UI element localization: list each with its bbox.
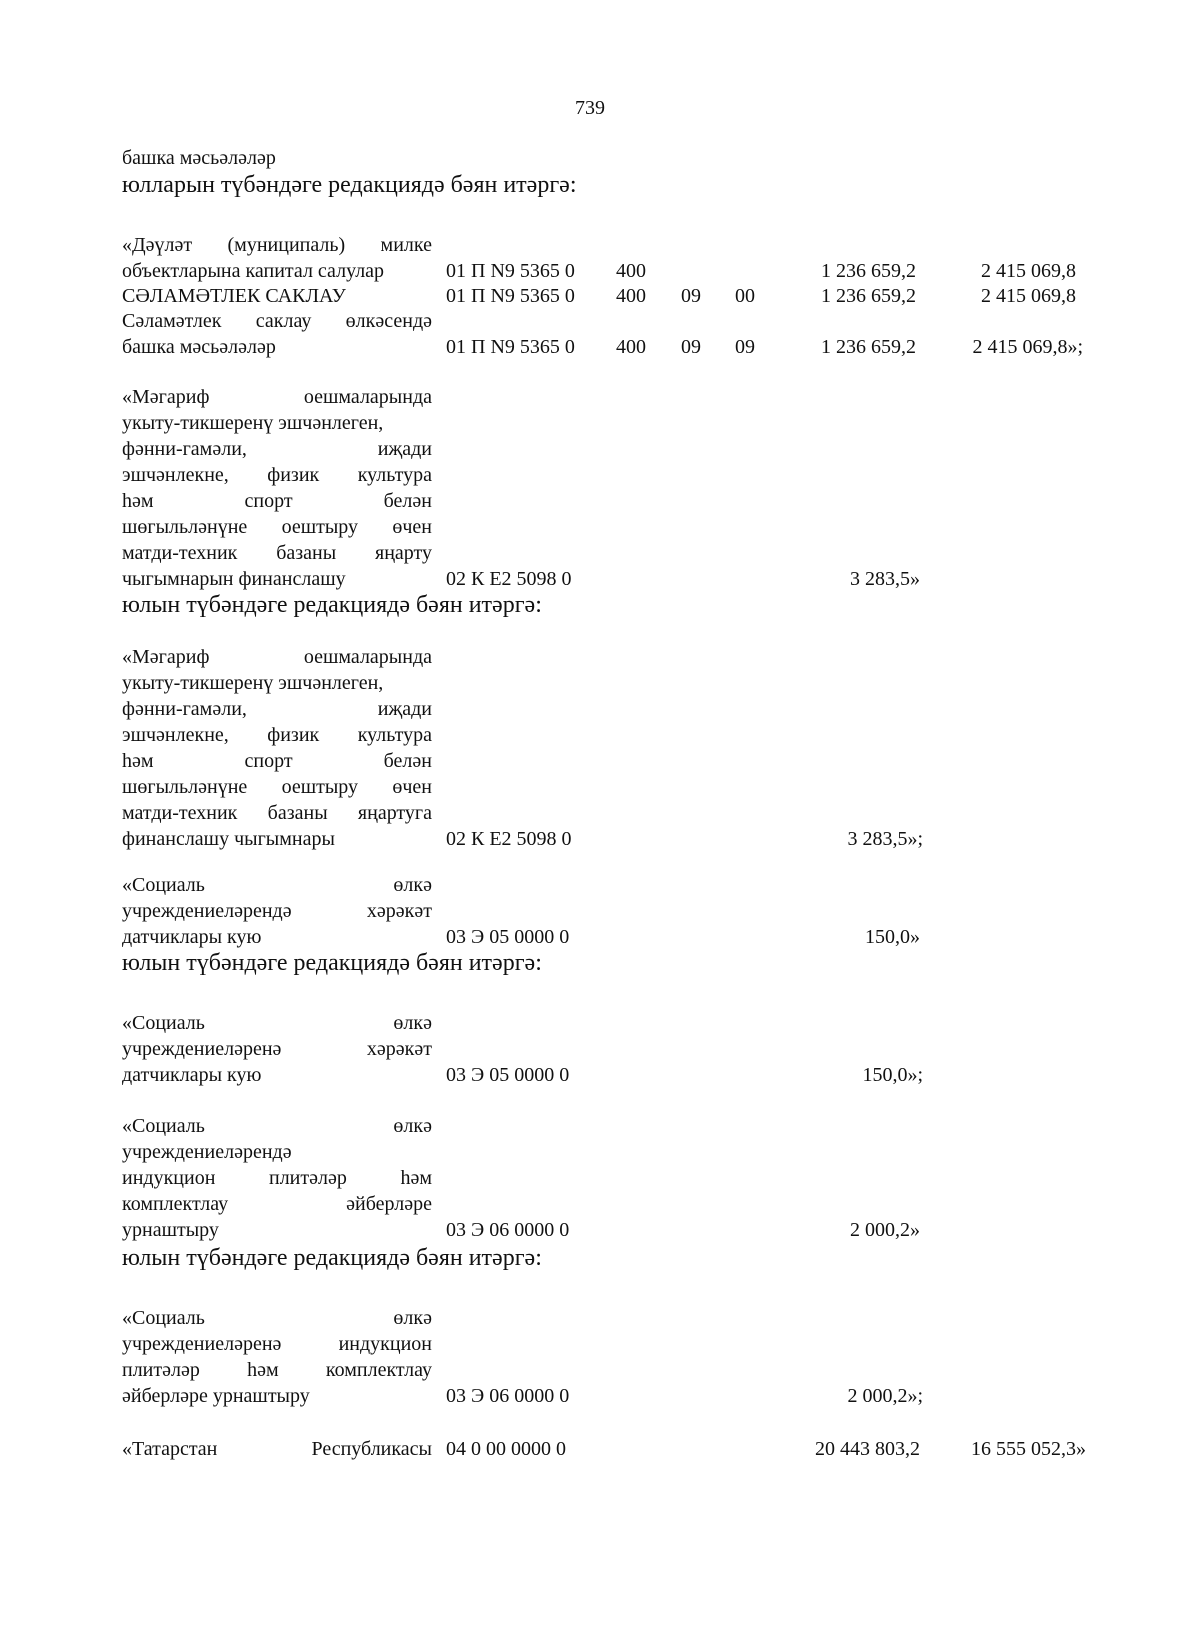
row-pr: 00 <box>735 285 755 307</box>
row-vr: 400 <box>616 336 646 358</box>
block6-sum: 2 000,2» <box>850 1219 920 1241</box>
block3-sum: 3 283,5»; <box>847 828 923 850</box>
block7-description: «Социаль өлкә учреждениеләренә индукцион плитәләр һәм комплектлау әйберләре урнаштыру <box>122 1307 432 1407</box>
row-rz: 09 <box>681 336 701 358</box>
row-code: 01 П N9 5365 0 <box>446 285 575 307</box>
row-sum2: 2 415 069,8 <box>981 260 1076 282</box>
block7-code: 03 Э 06 0000 0 <box>446 1385 570 1407</box>
row-vr: 400 <box>616 285 646 307</box>
row-code: 01 П N9 5365 0 <box>446 260 575 282</box>
block3-code: 02 К Е2 5098 0 <box>446 828 572 850</box>
page-number: 739 <box>575 97 605 119</box>
row-sum1: 1 236 659,2 <box>821 260 916 282</box>
block7-sum: 2 000,2»; <box>847 1385 923 1407</box>
block4-description: «Социаль өлкә учреждениеләрендә хәрәкәт датчиклары кую <box>122 874 432 948</box>
row-rz: 09 <box>681 285 701 307</box>
instruction-3: юлын түбәндәге редакциядә бәян итәргә: <box>122 1245 542 1271</box>
block6-description: «Социаль өлкә учреждениеләрендә индукцион плитәләр һәм комплектлау әйберләре урнаштыру <box>122 1115 432 1241</box>
row-code: 01 П N9 5365 0 <box>446 336 575 358</box>
block5-sum: 150,0»; <box>862 1064 923 1086</box>
block5-code: 03 Э 05 0000 0 <box>446 1064 570 1086</box>
instruction-2: юлын түбәндәге редакциядә бәян итәргә: <box>122 950 542 976</box>
block5-description: «Социаль өлкә учреждениеләренә хәрәкәт датчиклары кую <box>122 1012 432 1086</box>
block8-code: 04 0 00 0000 0 <box>446 1438 566 1460</box>
intro-line: башка мәсьәләләр <box>122 147 276 169</box>
block8-sum2: 16 555 052,3» <box>971 1438 1086 1460</box>
intro-instruction: юлларын түбәндәге редакциядә бәян итәргә: <box>122 172 577 198</box>
block6-code: 03 Э 06 0000 0 <box>446 1219 570 1241</box>
block4-sum: 150,0» <box>865 926 920 948</box>
block1-desc-line: «Дәүләт (муниципаль) милке <box>122 234 432 256</box>
row-label: объектларына капитал салулар <box>122 260 385 282</box>
block3-description: «Мәгариф оешмаларында укыту-тикшеренү эшчәнлеген, фәнни-гамәли, иҗади эшчәнлекне, физик культура һәм спорт белән шөгыльләнүне оештыру өчен матди-техник базаны яңартуга финанслашу чыгымнары <box>122 646 432 850</box>
row-vr: 400 <box>616 260 646 282</box>
block2-sum: 3 283,5» <box>850 568 920 590</box>
block8-sum1: 20 443 803,2 <box>815 1438 920 1460</box>
instruction-1: юлын түбәндәге редакциядә бәян итәргә: <box>122 592 542 618</box>
row-sum2: 2 415 069,8 <box>981 285 1076 307</box>
row-sum1: 1 236 659,2 <box>821 336 916 358</box>
block2-description: «Мәгариф оешмаларында укыту-тикшеренү эшчәнлеген, фәнни-гамәли, иҗади эшчәнлекне, физик культура һәм спорт белән шөгыльләнүне оештыру өчен матди-техник базаны яңарту чыгымнарын финанслашу <box>122 386 432 590</box>
row-label-line: Сәламәтлек саклау өлкәсендә <box>122 310 432 332</box>
row-pr: 09 <box>735 336 755 358</box>
block4-code: 03 Э 05 0000 0 <box>446 926 570 948</box>
row-label: СӘЛАМӘТЛЕК САКЛАУ <box>122 285 346 307</box>
row-label: башка мәсьәләләр <box>122 336 276 358</box>
row-sum1: 1 236 659,2 <box>821 285 916 307</box>
block2-code: 02 К Е2 5098 0 <box>446 568 572 590</box>
block8-description: «Татарстан Республикасы <box>122 1438 432 1460</box>
row-sum2: 2 415 069,8»; <box>972 336 1083 358</box>
